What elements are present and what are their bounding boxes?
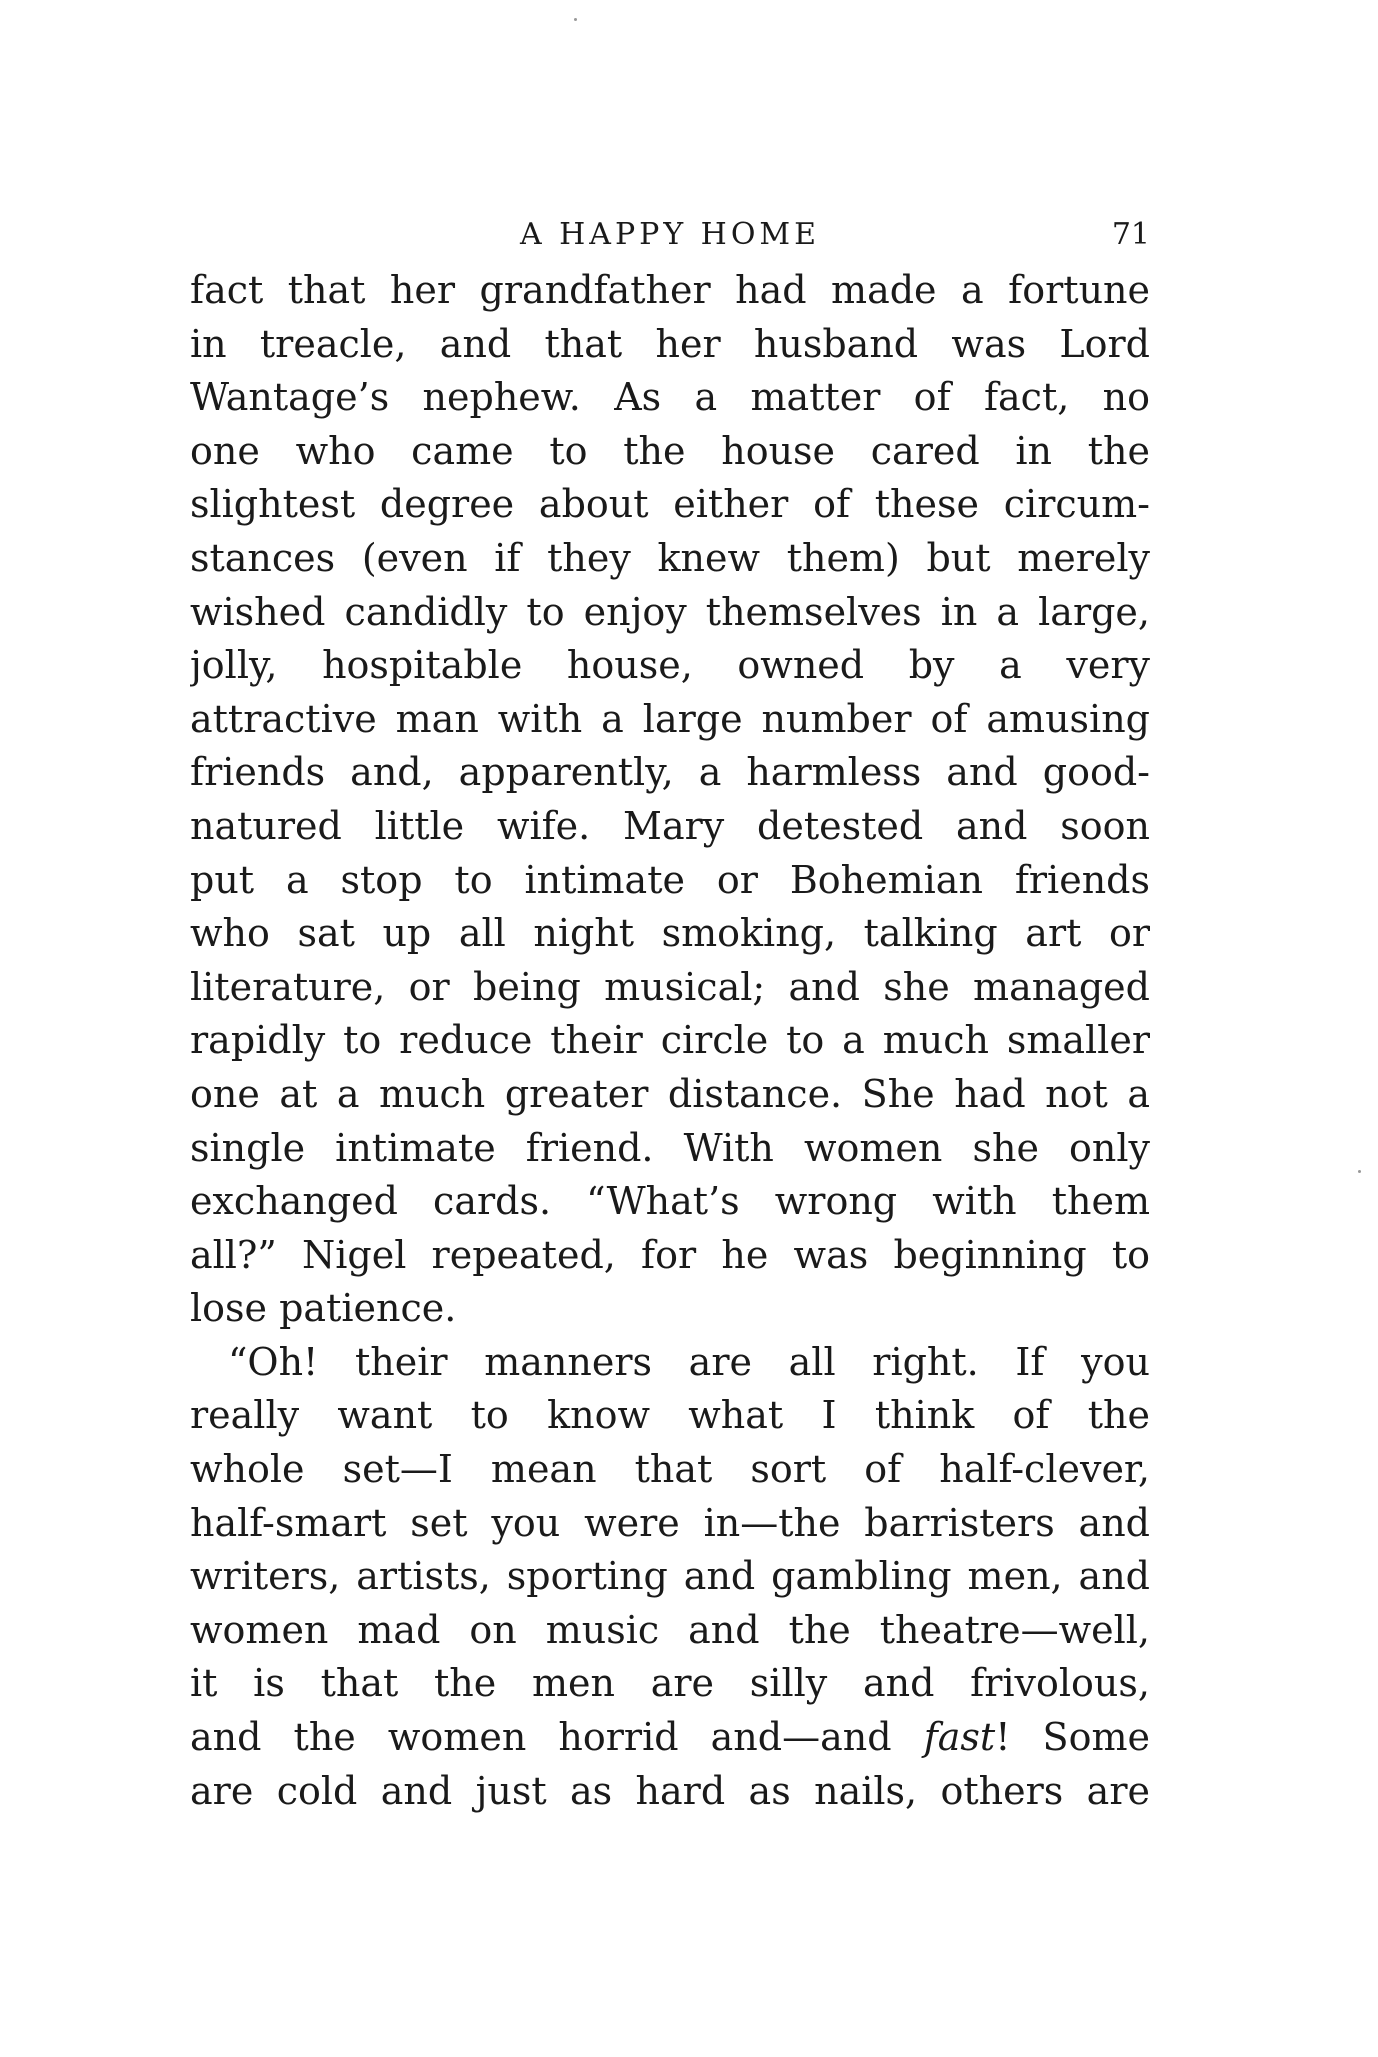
text-line: single intimate friend. With women she only bbox=[190, 1125, 1150, 1170]
italic-word: fast bbox=[923, 1715, 996, 1760]
body-text bbox=[190, 264, 1150, 1818]
text-line: attractive man with a large number of amusing bbox=[190, 696, 1150, 741]
text-line: stances (even if they knew them) but merely bbox=[190, 535, 1150, 580]
text-line: jolly, hospitable house, owned by a very bbox=[190, 643, 1150, 688]
text-segment: and the women horrid and—and bbox=[190, 1715, 892, 1760]
text-line: fact that her grandfather had made a fortune bbox=[190, 268, 1150, 312]
text-line: who sat up all night smoking, talking art or bbox=[190, 911, 1150, 956]
text-line: exchanged cards. “What’s wrong with them bbox=[190, 1179, 1150, 1224]
text-line: are cold and just as hard as nails, others are bbox=[190, 1768, 1150, 1813]
page-speck-right bbox=[1358, 1170, 1361, 1173]
text-line: one at a much greater distance. She had not a bbox=[190, 1071, 1150, 1116]
text-line: one who came to the house cared in the bbox=[190, 428, 1150, 473]
page-number: 71 bbox=[1111, 217, 1150, 252]
text-segment: ! Some bbox=[995, 1715, 1150, 1760]
text-line: natured little wife. Mary detested and soon bbox=[190, 803, 1150, 848]
text-line: it is that the men are silly and frivolous, bbox=[190, 1661, 1150, 1706]
text-line: in treacle, and that her husband was Lord bbox=[190, 321, 1150, 366]
text-line: writers, artists, sporting and gambling men, and bbox=[190, 1554, 1150, 1599]
text-line: Wantage’s nephew. As a matter of fact, no bbox=[190, 375, 1150, 420]
page-speck-top bbox=[574, 18, 577, 21]
paragraph-start-line: “Oh! their manners are all right. If you bbox=[228, 1339, 1150, 1384]
text-line: really want to know what I think of the bbox=[190, 1393, 1150, 1438]
text-line: women mad on music and the theatre—well, bbox=[190, 1607, 1150, 1652]
text-line: put a stop to intimate or Bohemian friends bbox=[190, 857, 1150, 902]
text-line: whole set—I mean that sort of half-clever, bbox=[190, 1447, 1150, 1492]
text-line: slightest degree about either of these circum- bbox=[190, 482, 1150, 527]
text-line: literature, or being musical; and she managed bbox=[190, 964, 1150, 1009]
text-line: wished candidly to enjoy themselves in a large, bbox=[190, 589, 1150, 634]
running-head: A HAPPY HOME bbox=[519, 217, 821, 252]
text-line: friends and, apparently, a harmless and good- bbox=[190, 750, 1150, 795]
text-line: all?” Nigel repeated, for he was beginning to bbox=[190, 1232, 1150, 1277]
text-line: half-smart set you were in—the barristers and bbox=[190, 1500, 1150, 1545]
paragraph-end-line: lose patience. bbox=[190, 1286, 457, 1331]
text-line-with-italic bbox=[190, 1711, 1150, 1765]
page-header bbox=[190, 210, 1150, 260]
text-line: rapidly to reduce their circle to a much smaller bbox=[190, 1018, 1150, 1063]
